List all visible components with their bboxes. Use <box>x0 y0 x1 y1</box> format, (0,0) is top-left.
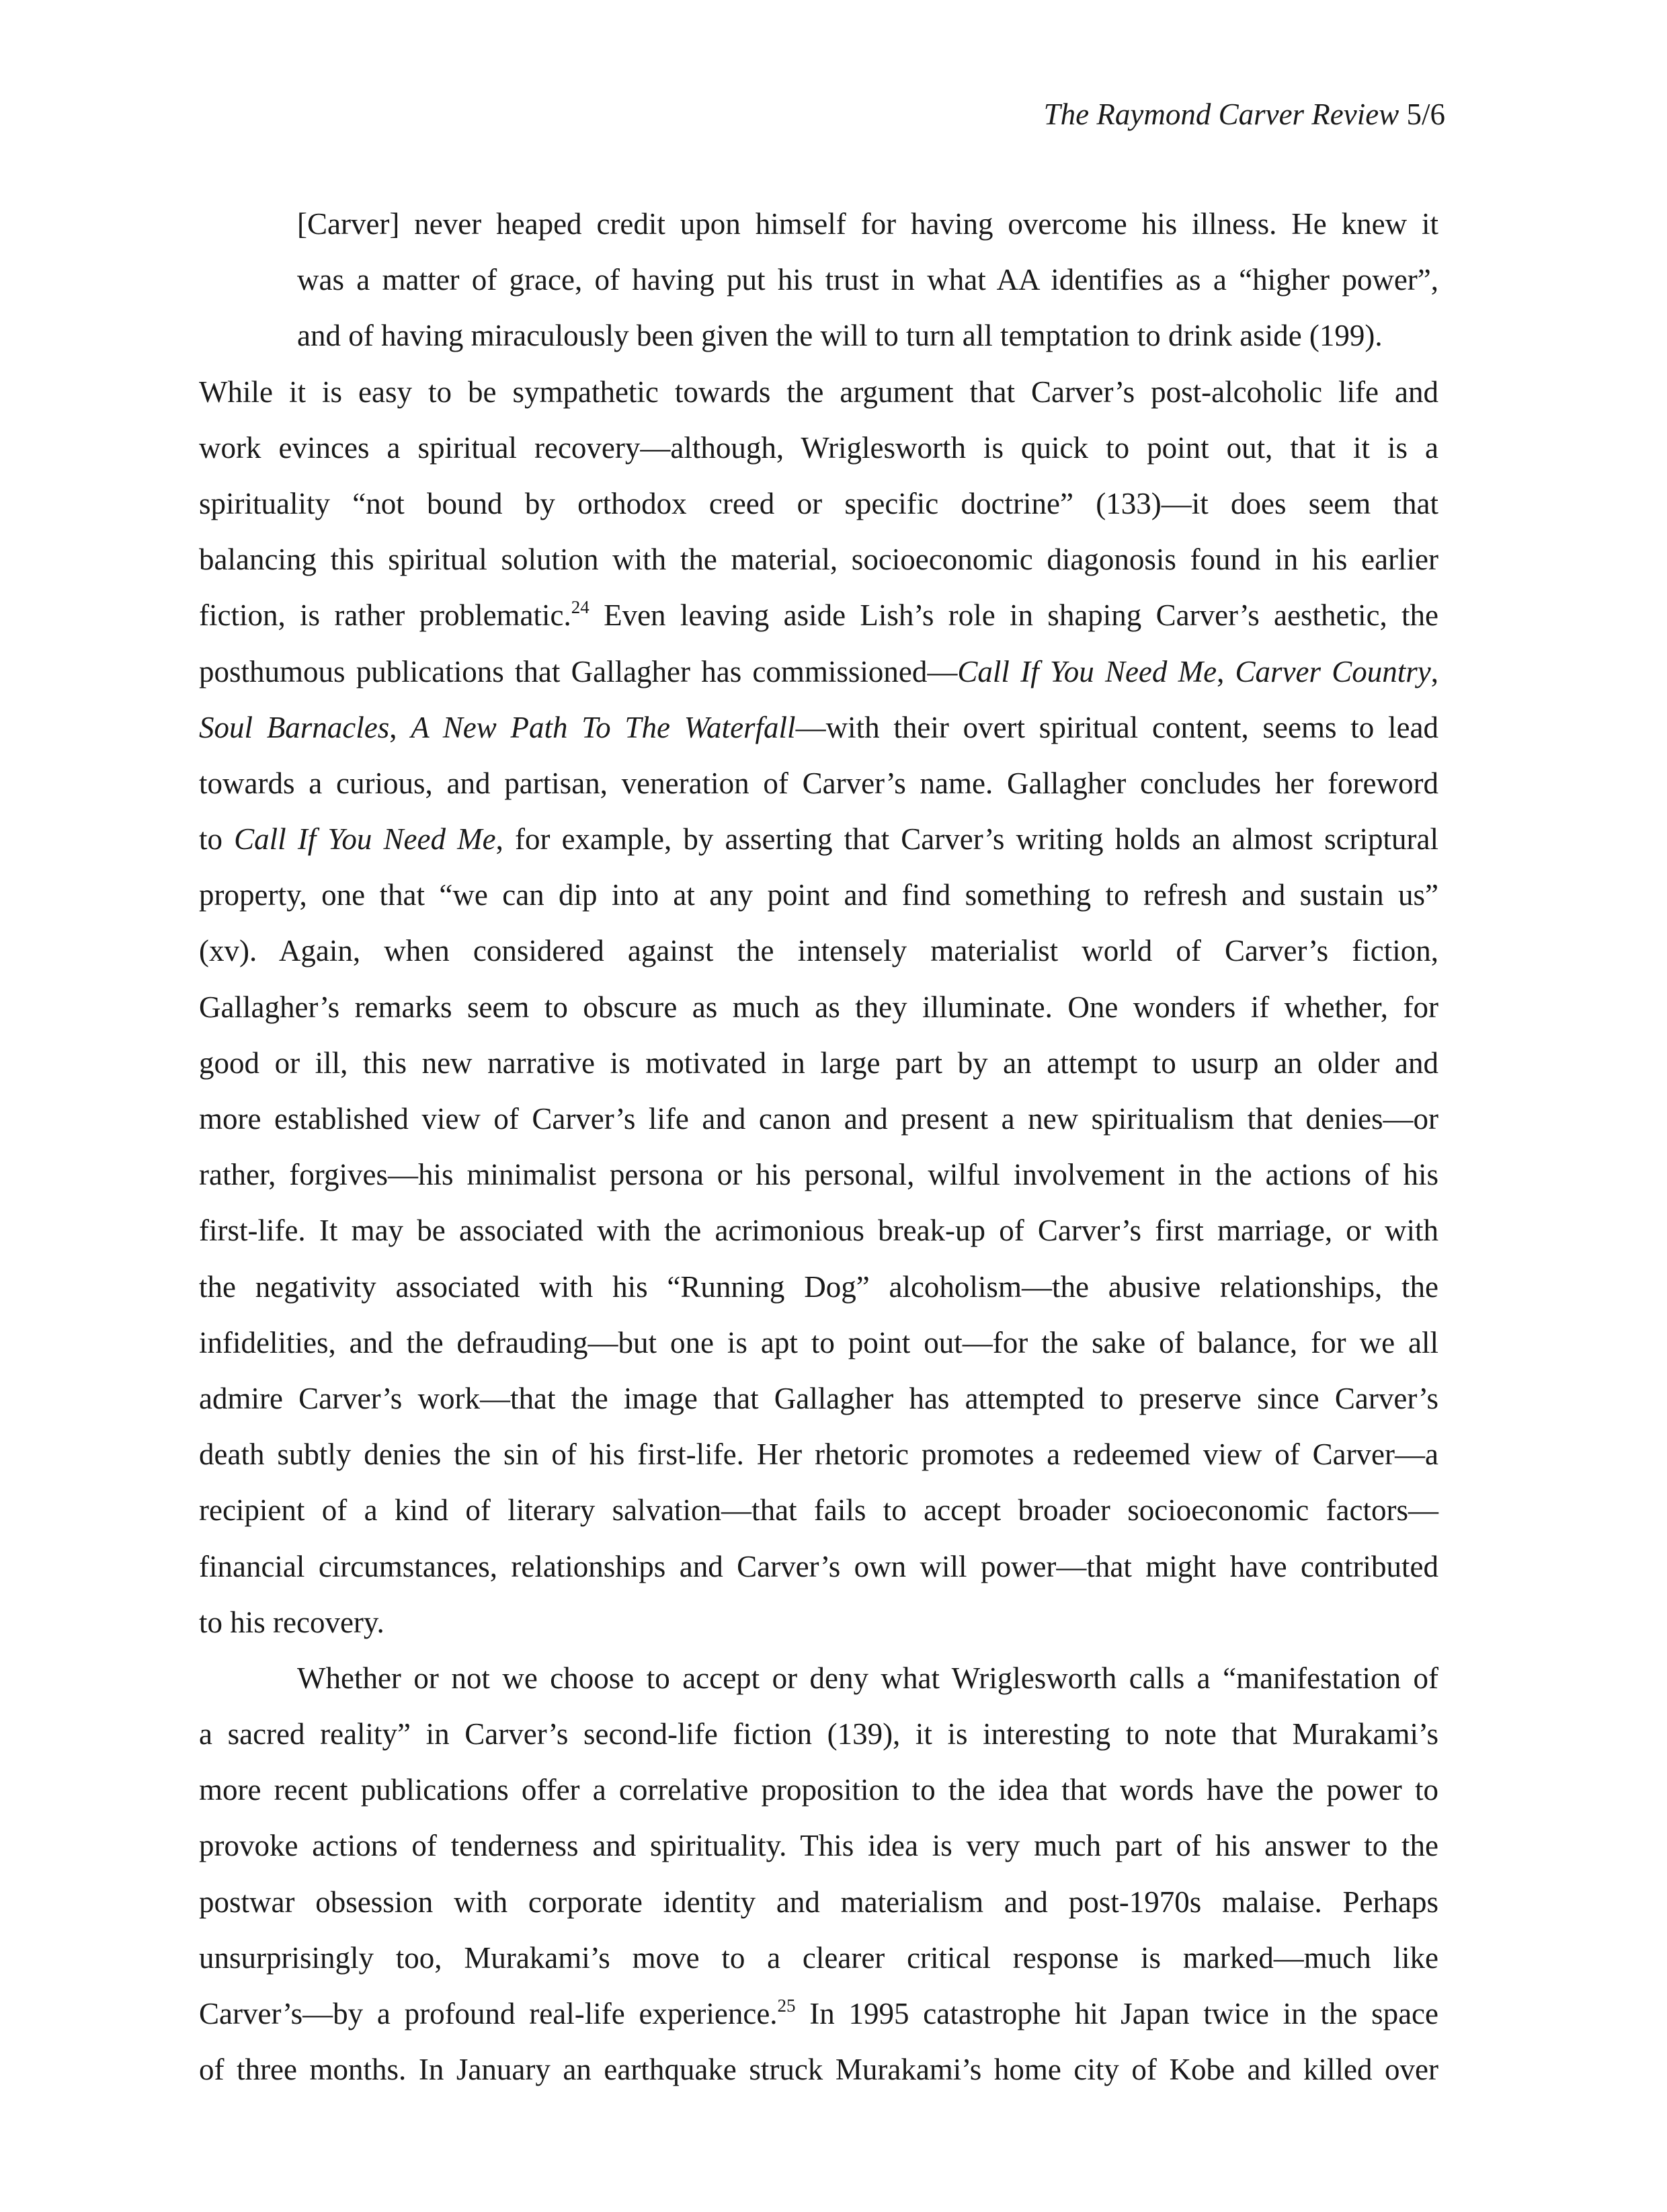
text-line: unsurprisingly too, Murakami’s move to a clearer critical response is marked—much like <box>199 1940 1438 1975</box>
text-line: rather, forgives—his minimalist persona or his personal, wilful involvement in the actions of his <box>199 1158 1438 1192</box>
text-line: to his recovery. <box>199 1605 384 1639</box>
text-line: more established view of Carver’s life and canon and present a new spiritualism that denies—or <box>199 1102 1438 1136</box>
text-line: good or ill, this new narrative is motivated in large part by an attempt to usurp an older and <box>199 1045 1438 1080</box>
text-line: a sacred reality” in Carver’s second-life fiction (139), it is interesting to note that Murakami’s <box>199 1717 1438 1751</box>
paragraph-2 <box>199 1651 1438 2098</box>
title-soul-barnacles: Soul Barnacles <box>199 710 390 744</box>
text-line: first-life. It may be associated with the acrimonious break-up of Carver’s first marriage, or with <box>199 1214 1438 1248</box>
text-line: property, one that “we can dip into at any point and find something to refresh and sustain us” <box>199 878 1438 912</box>
journal-title: The Raymond Carver Review <box>1043 97 1399 131</box>
text-line: recipient of a kind of literary salvation—that fails to accept broader socioeconomic factors— <box>199 1493 1438 1528</box>
body-text <box>199 196 1438 2098</box>
text-line: balancing this spiritual solution with the material, socioeconomic diagonosis found in his earlier <box>199 543 1438 577</box>
title-call-if-you-need-me: Call If You Need Me <box>957 654 1217 688</box>
text-line: infidelities, and the defrauding—but one is apt to point out—for the sake of balance, for we all <box>199 1325 1438 1359</box>
text-line: While it is easy to be sympathetic towards the argument that Carver’s post-alcoholic life and <box>199 374 1438 409</box>
text-line: provoke actions of tenderness and spirituality. This idea is very much part of his answer to the <box>199 1829 1438 1863</box>
text-line: admire Carver’s work—that the image that Gallagher has attempted to preserve since Carver’s <box>199 1381 1438 1415</box>
text-line: (xv). Again, when considered against the intensely materialist world of Carver’s fiction, <box>199 934 1438 968</box>
text-line: more recent publications offer a correlative proposition to the idea that words have the power to <box>199 1773 1438 1807</box>
quote-line: [Carver] never heaped credit upon himself for having overcome his illness. He knew it <box>297 207 1438 241</box>
block-quote <box>199 196 1438 364</box>
text-line: towards a curious, and partisan, veneration of Carver’s name. Gallagher concludes her foreword <box>199 766 1438 800</box>
text-line: death subtly denies the sin of his first-life. Her rhetoric promotes a redeemed view of Carver—a <box>199 1437 1438 1472</box>
text-line: spirituality “not bound by orthodox creed or specific doctrine” (133)—it does seem that <box>199 486 1438 520</box>
text-line: Carver’s—by a profound real-life experience.$^{25}$ In 1995 catastrophe hit Japan twice in the space <box>199 1996 1438 2030</box>
paragraph-1 <box>199 364 1438 1651</box>
quote-line: was a matter of grace, of having put his trust in what AA identifies as a “higher power”, <box>297 263 1438 297</box>
text-line: Soul Barnacles, A New Path To The Waterfall—with their overt spiritual content, seems to lead <box>199 710 1439 744</box>
text-line: posthumous publications that Gallagher has commissioned—Call If You Need Me, Carver Country, <box>199 654 1438 688</box>
text-line: the negativity associated with his “Running Dog” alcoholism—the abusive relationships, the <box>199 1269 1438 1304</box>
text-line: to Call If You Need Me, for example, by asserting that Carver’s writing holds an almost scriptural <box>199 822 1438 857</box>
text-line: fiction, is rather problematic.$^{24}$ Even leaving aside Lish’s role in shaping Carver’s aesthetic, the <box>199 597 1438 633</box>
footnote-marker-24[interactable]: 24 <box>571 597 589 618</box>
text-line: work evinces a spiritual recovery—although, Wriglesworth is quick to point out, that it is a <box>199 430 1438 465</box>
running-head <box>1044 94 1445 134</box>
title-carver-country: Carver Country <box>1235 654 1431 688</box>
title-call-if-you-need-me: Call If You Need Me <box>234 822 496 857</box>
footnote-marker-25[interactable]: 25 <box>777 1996 796 2016</box>
quote-line: and of having miraculously been given the will to turn all temptation to drink aside (199). <box>297 319 1383 353</box>
text-line: postwar obsession with corporate identity and materialism and post-1970s malaise. Perhaps <box>199 1885 1438 1919</box>
page-number: 5/6 <box>1406 97 1445 131</box>
text-line: financial circumstances, relationships and Carver’s own will power—that might have contributed <box>199 1549 1438 1583</box>
text-line: Whether or not we choose to accept or deny what Wriglesworth calls a “manifestation of <box>297 1661 1438 1695</box>
text-line: Gallagher’s remarks seem to obscure as much as they illuminate. One wonders if whether, for <box>199 990 1438 1024</box>
title-a-new-path: A New Path To The Waterfall <box>411 710 796 744</box>
text-line: of three months. In January an earthquake struck Murakami’s home city of Kobe and killed over <box>199 2053 1438 2087</box>
